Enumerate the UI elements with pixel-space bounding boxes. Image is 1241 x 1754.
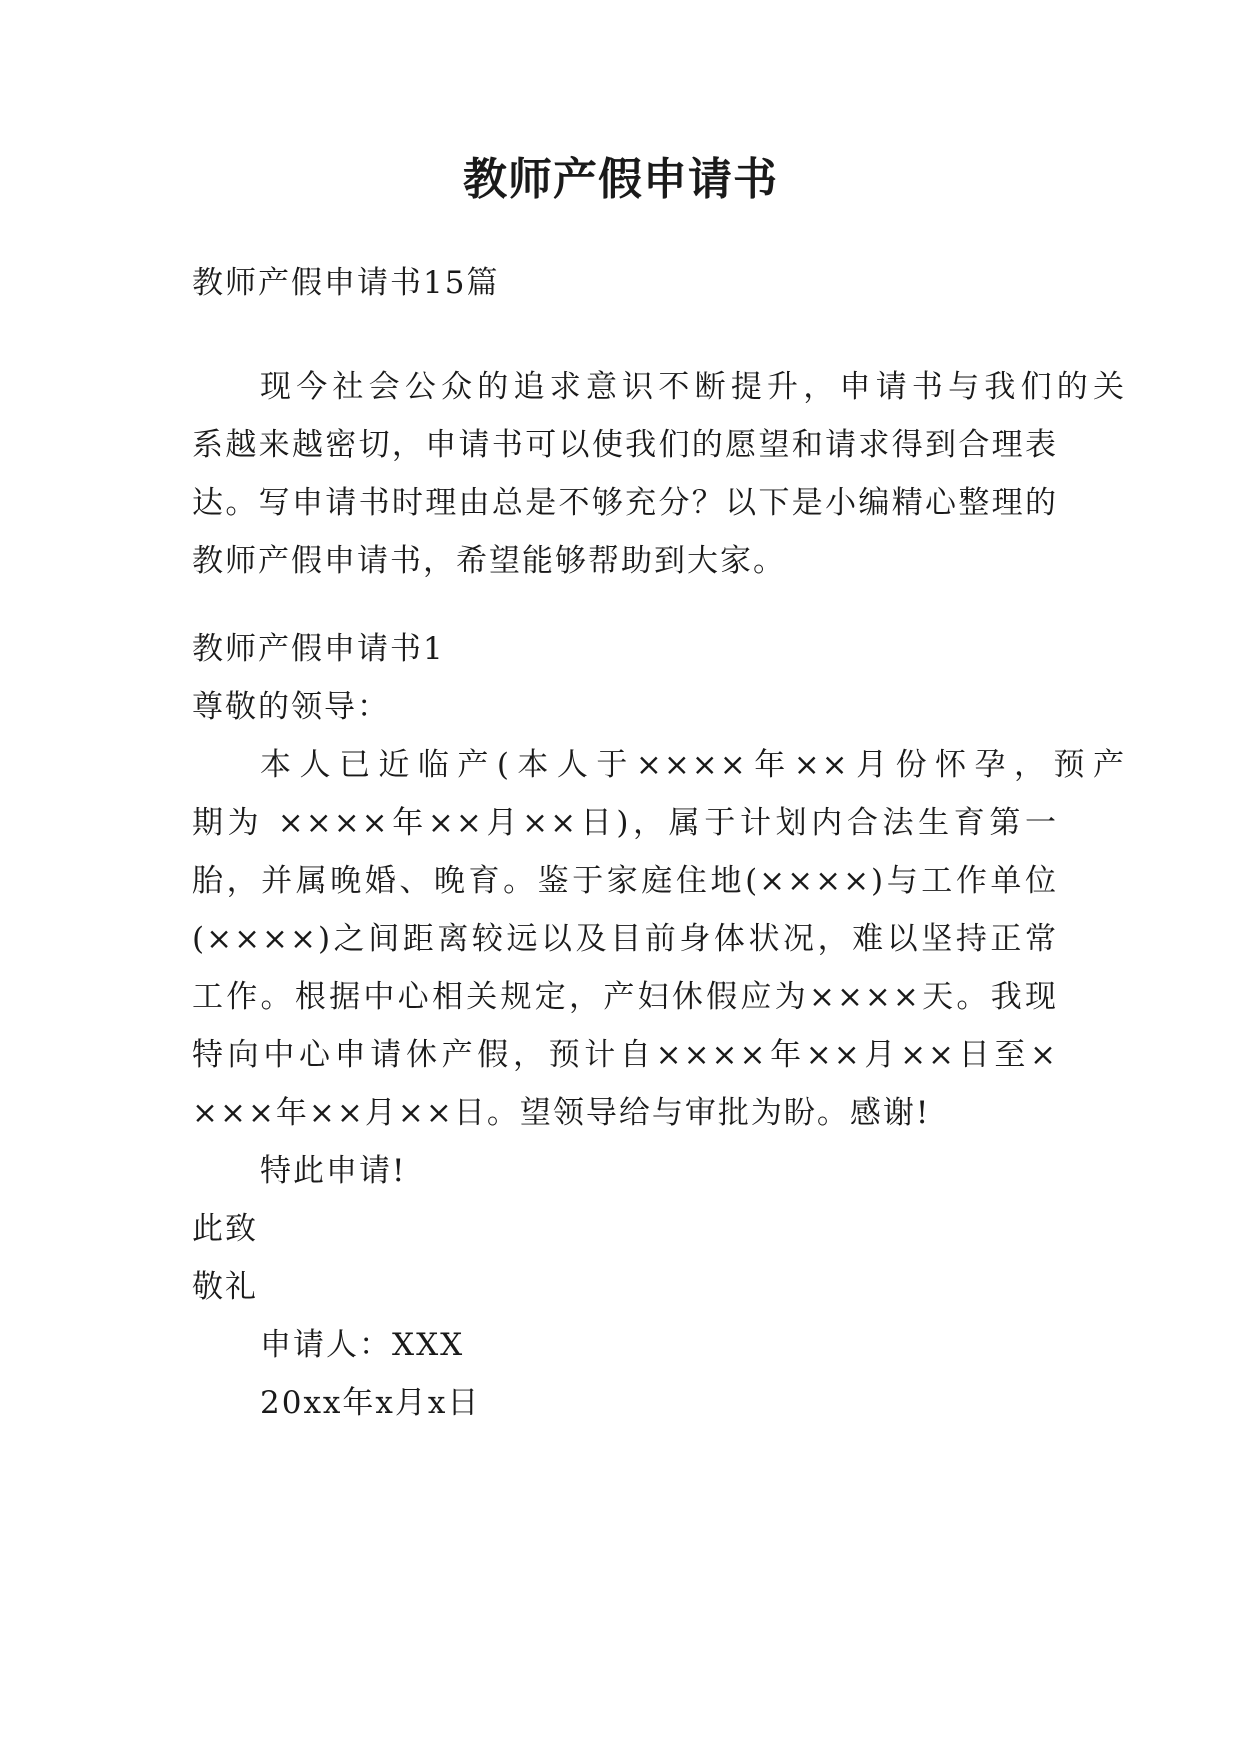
letter-body-line: 本人已近临产(本人于××××年××月份怀孕，预产 (260, 747, 1126, 783)
letter-applicant: 申请人：XXX (260, 1327, 465, 1363)
letter-heading: 教师产假申请书1 (192, 631, 445, 667)
letter-body-line: 特向中心申请休产假，预计自××××年××月××日至× (192, 1037, 1058, 1073)
letter-body-line: (××××)之间距离较远以及目前身体状况，难以坚持正常 (192, 921, 1058, 957)
letter-salutation: 尊敬的领导： (192, 689, 390, 725)
intro-line: 教师产假申请书，希望能够帮助到大家。 (192, 543, 786, 579)
document-title: 教师产假申请书 (463, 154, 778, 205)
letter-closing-1: 此致 (192, 1211, 258, 1247)
letter-section (192, 620, 1126, 1432)
letter-body-line: 工作。根据中心相关规定，产妇休假应为××××天。我现 (192, 979, 1058, 1015)
document-subtitle-block (192, 254, 1058, 312)
intro-line: 现今社会公众的追求意识不断提升，申请书与我们的关 (260, 369, 1126, 405)
letter-body-line: 胎，并属晚婚、晚育。鉴于家庭住地(××××)与工作单位 (192, 863, 1058, 899)
letter-body-line: ×××年××月××日。望领导给与审批为盼。感谢! (192, 1095, 931, 1131)
letter-closing-2: 敬礼 (192, 1269, 258, 1305)
letter-body-line: 期为 ××××年××月××日)，属于计划内合法生育第一 (192, 805, 1058, 841)
intro-paragraph (192, 358, 1126, 590)
document-subtitle: 教师产假申请书15篇 (192, 265, 500, 301)
intro-line: 达。写申请书时理由总是不够充分？以下是小编精心整理的 (192, 485, 1058, 521)
letter-closing-request: 特此申请! (260, 1153, 407, 1189)
intro-line: 系越来越密切，申请书可以使我们的愿望和请求得到合理表 (192, 427, 1058, 463)
letter-date: 20xx年x月x日 (260, 1385, 481, 1421)
